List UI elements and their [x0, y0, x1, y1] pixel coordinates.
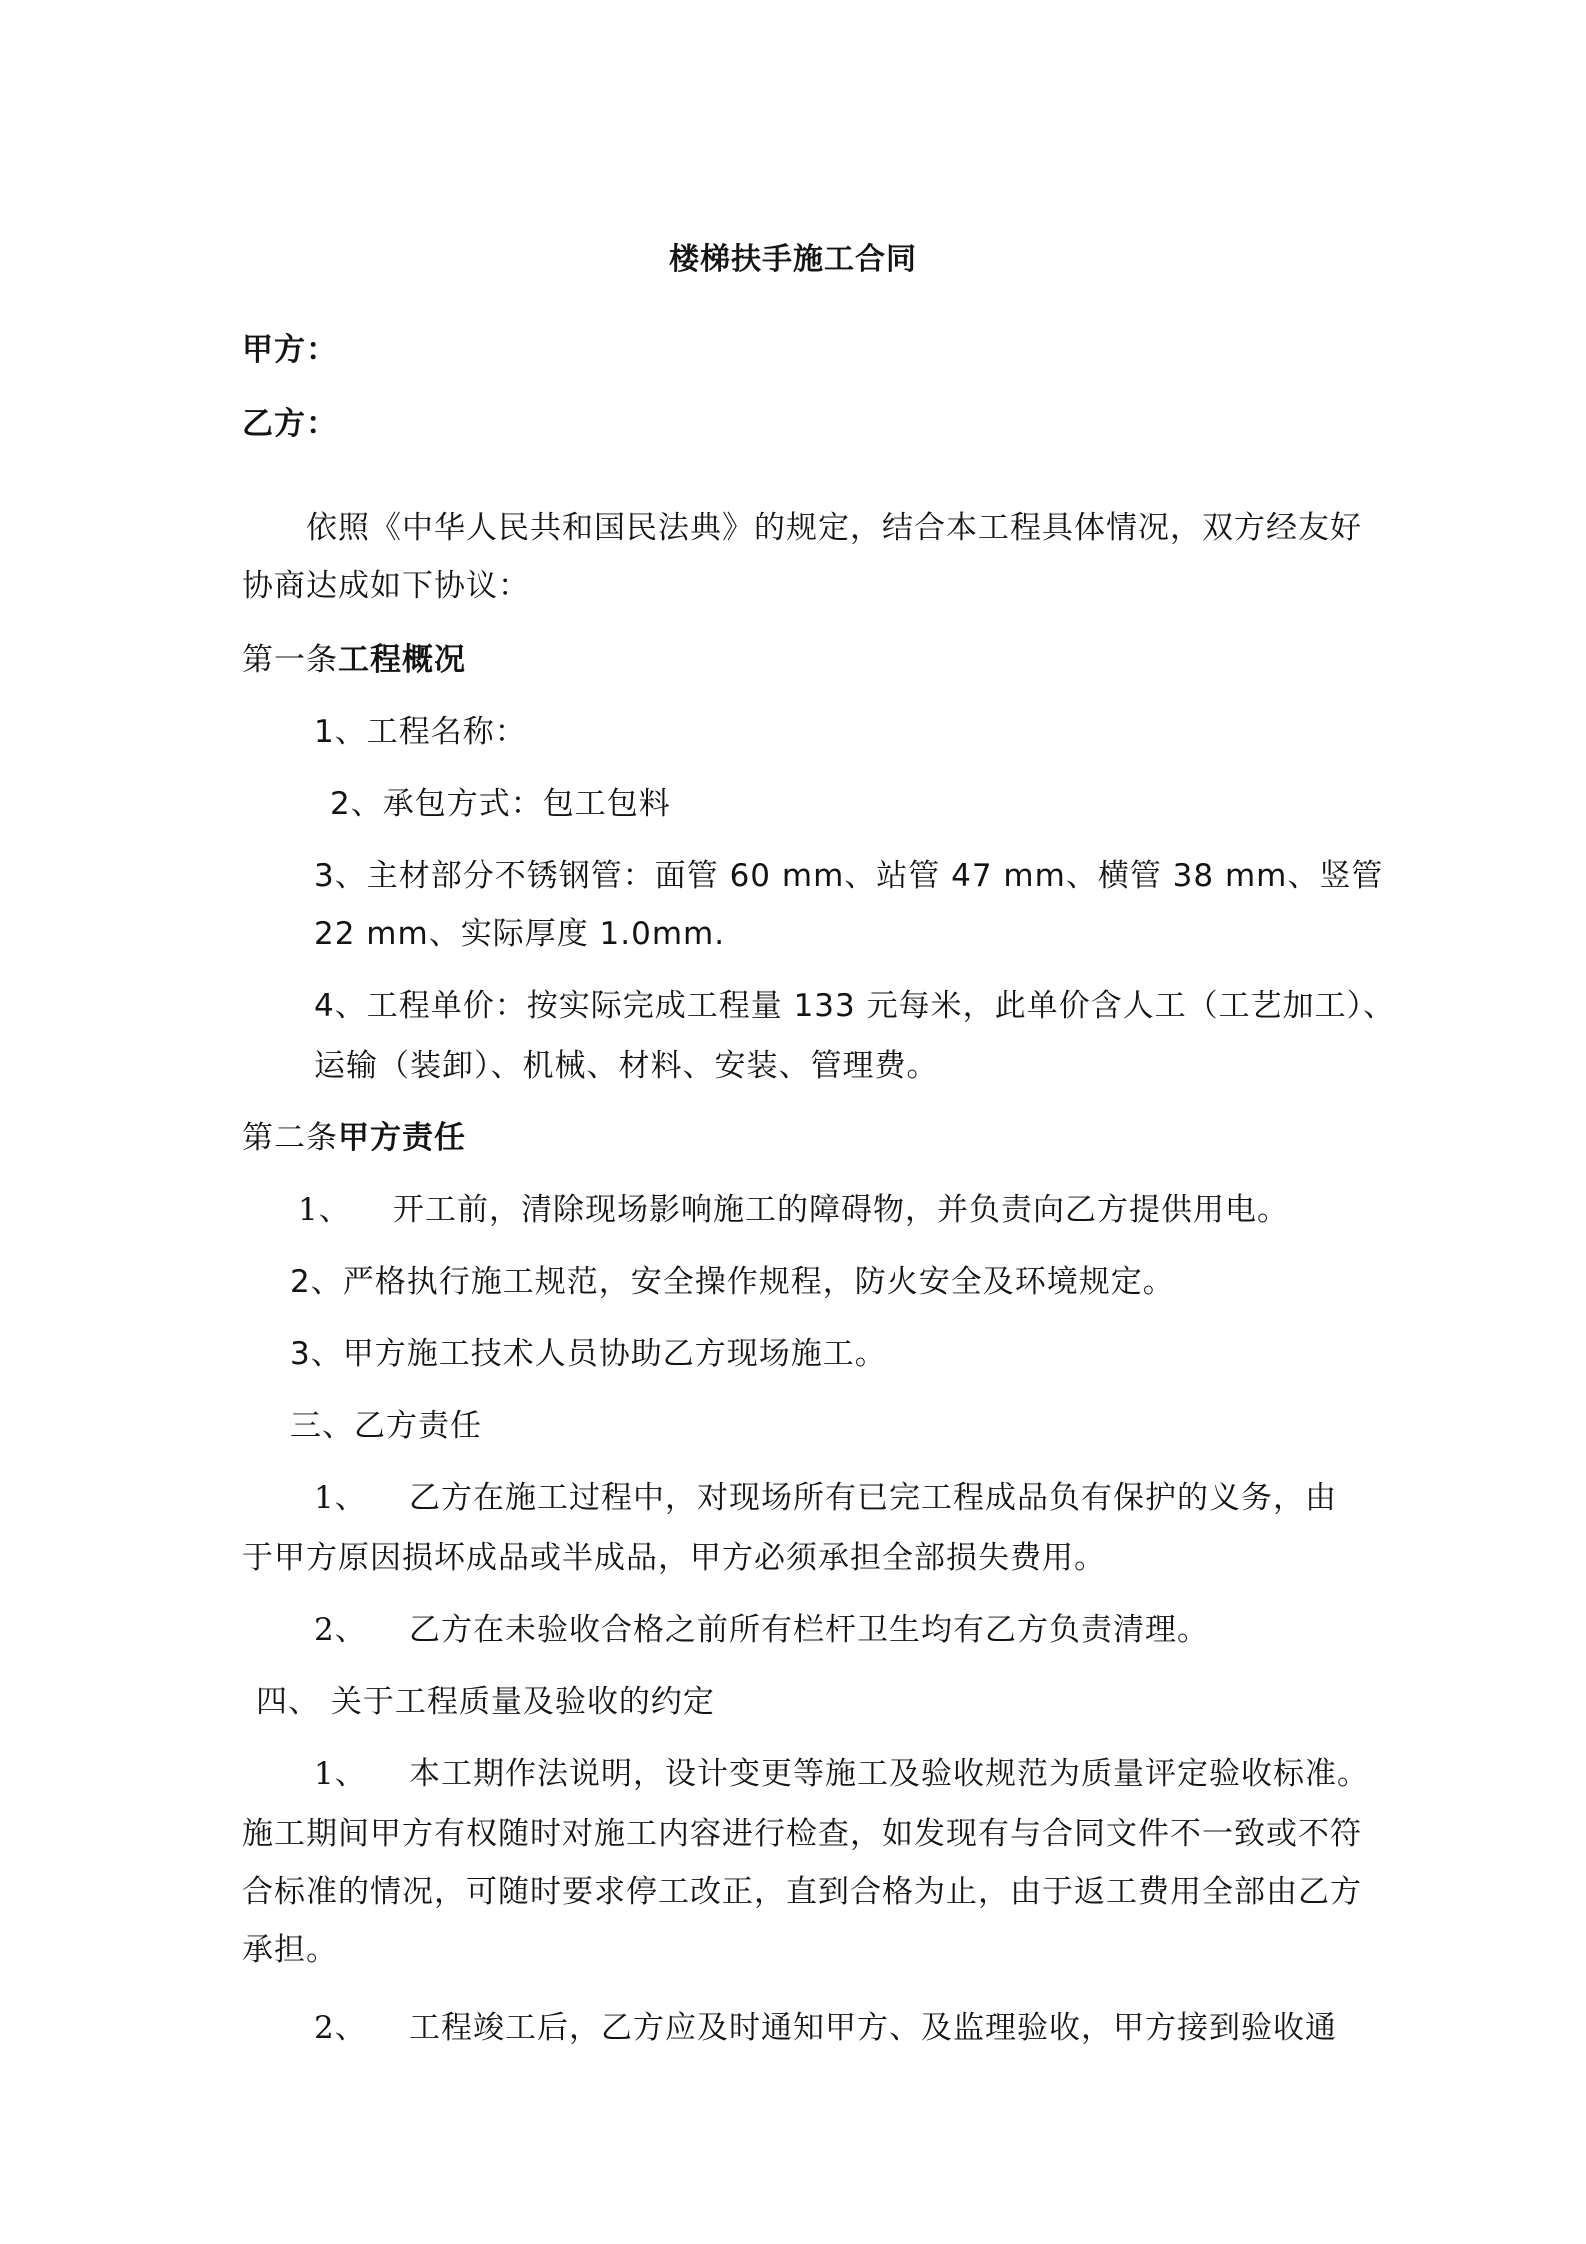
article-4-item-1 — [314, 1754, 1369, 1794]
article-4-item-1-text: 本工期作法说明，设计变更等施工及验收规范为质量评定验收标准。 — [409, 1756, 1369, 1792]
article-3-item-2 — [314, 1610, 1209, 1650]
article-3-item-1-text: 乙方在施工过程中，对现场所有已完工程成品负有保护的义务，由 — [409, 1480, 1337, 1516]
article-2-item-1-text: 开工前，清除现场影响施工的障碍物，并负责向乙方提供用电。 — [393, 1192, 1289, 1228]
article-4-heading: 四、 关于工程质量及验收的约定 — [256, 1684, 715, 1720]
article-1-item-3: 3、主材部分不锈钢管：面管 60 mm、站管 47 mm、横管 38 mm、竖管 — [314, 858, 1384, 894]
article-3-item-2-number: 2、 — [314, 1612, 367, 1648]
article-1-heading — [242, 640, 466, 680]
article-1-title: 工程概况 — [338, 642, 466, 678]
article-4-item-2 — [314, 2008, 1337, 2048]
article-3-item-2-text: 乙方在未验收合格之前所有栏杆卫生均有乙方负责清理。 — [409, 1612, 1209, 1648]
article-2-prefix: 第二条 — [242, 1120, 338, 1156]
article-3-item-1-cont: 于甲方原因损坏成品或半成品，甲方必须承担全部损失费用。 — [242, 1540, 1106, 1576]
article-1-item-3-cont: 22 mm、实际厚度 1.0mm. — [314, 916, 726, 952]
article-2-heading — [242, 1118, 466, 1158]
article-2-item-2: 2、严格执行施工规范，安全操作规程，防火安全及环境规定。 — [290, 1264, 1175, 1300]
article-2-item-1-number: 1、 — [298, 1192, 351, 1228]
article-1-prefix: 第一条 — [242, 642, 338, 678]
article-2-title: 甲方责任 — [338, 1120, 466, 1156]
article-4-item-1-number: 1、 — [314, 1756, 367, 1792]
party-a-label: 甲方： — [242, 332, 338, 368]
article-3-item-1 — [314, 1478, 1337, 1518]
article-2-item-1 — [298, 1190, 1289, 1230]
article-4-item-2-text: 工程竣工后，乙方应及时通知甲方、及监理验收，甲方接到验收通 — [409, 2010, 1337, 2046]
party-b-label: 乙方： — [242, 406, 338, 442]
intro-line-1: 依照《中华人民共和国民法典》的规定，结合本工程具体情况，双方经友好 — [306, 510, 1362, 546]
article-1-item-1: 1、工程名称： — [314, 714, 527, 750]
article-4-item-1-cont-1: 施工期间甲方有权随时对施工内容进行检查，如发现有与合同文件不一致或不符 — [242, 1816, 1362, 1852]
article-3-heading: 三、乙方责任 — [290, 1408, 482, 1444]
intro-line-2: 协商达成如下协议： — [242, 568, 530, 604]
article-4-item-2-number: 2、 — [314, 2010, 367, 2046]
article-1-item-2: 2、承包方式：包工包料 — [330, 786, 671, 822]
article-4-item-1-cont-2: 合标准的情况，可随时要求停工改正，直到合格为止，由于返工费用全部由乙方 — [242, 1874, 1362, 1910]
document-title: 楼梯扶手施工合同 — [669, 242, 917, 277]
article-2-item-3: 3、甲方施工技术人员协助乙方现场施工。 — [290, 1336, 887, 1372]
article-1-item-4: 4、工程单价：按实际完成工程量 133 元每米，此单价含人工（工艺加工）、 — [314, 988, 1396, 1024]
article-3-item-1-number: 1、 — [314, 1480, 367, 1516]
article-1-item-4-cont: 运输（装卸）、机械、材料、安装、管理费。 — [314, 1048, 939, 1084]
article-4-item-1-cont-3: 承担。 — [242, 1932, 338, 1968]
